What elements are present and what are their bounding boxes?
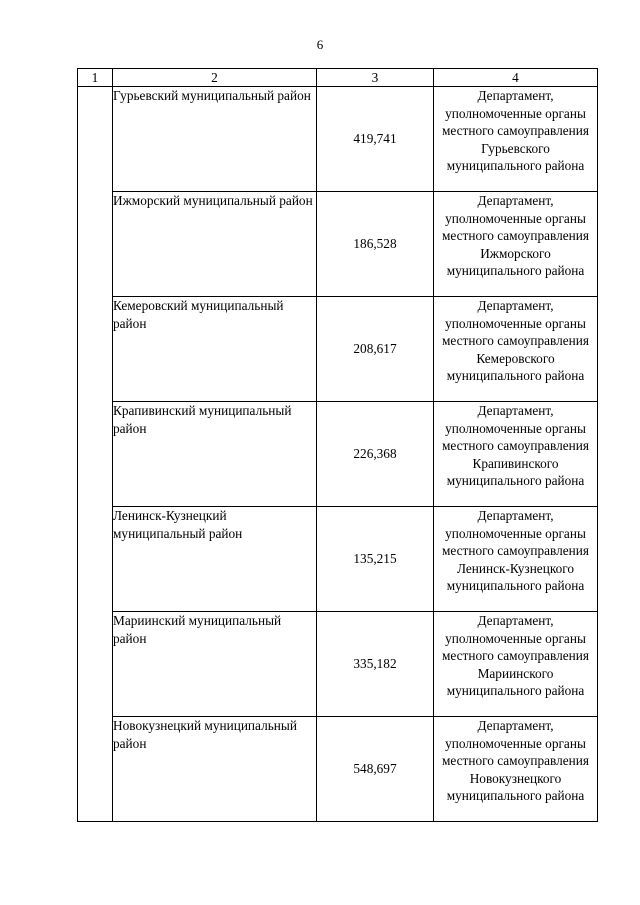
allocation-table xyxy=(77,68,598,822)
table-row xyxy=(78,402,598,507)
district-name: Кемеровский муниципальный район xyxy=(113,297,317,402)
amount-value: 186,528 xyxy=(317,192,434,297)
amount-value: 335,182 xyxy=(317,612,434,717)
executor-text: Департамент, уполномоченные органы местного самоуправления Крапивинского муниципального района xyxy=(434,402,598,507)
executor-text: Департамент, уполномоченные органы местного самоуправления Ленинск-Кузнецкого муниципального района xyxy=(434,507,598,612)
table-row xyxy=(78,87,598,192)
executor-text: Департамент, уполномоченные органы местного самоуправления Мариинского муниципального района xyxy=(434,612,598,717)
amount-value: 226,368 xyxy=(317,402,434,507)
district-name: Гурьевский муниципальный район xyxy=(113,87,317,192)
column-header-3: 3 xyxy=(317,69,434,87)
district-name: Крапивинский муниципальный район xyxy=(113,402,317,507)
amount-value: 135,215 xyxy=(317,507,434,612)
amount-value: 208,617 xyxy=(317,297,434,402)
column-header-2: 2 xyxy=(113,69,317,87)
amount-value: 419,741 xyxy=(317,87,434,192)
table-row xyxy=(78,612,598,717)
table-header-row xyxy=(78,69,598,87)
table-row xyxy=(78,192,598,297)
district-name: Новокузнецкий муниципальный район xyxy=(113,717,317,822)
table-row xyxy=(78,717,598,822)
column-header-1: 1 xyxy=(78,69,113,87)
executor-text: Департамент, уполномоченные органы местного самоуправления Кемеровского муниципального района xyxy=(434,297,598,402)
executor-text: Департамент, уполномоченные органы местного самоуправления Новокузнецкого муниципального района xyxy=(434,717,598,822)
table-row xyxy=(78,507,598,612)
table-row xyxy=(78,297,598,402)
executor-text: Департамент, уполномоченные органы местного самоуправления Гурьевского муниципального района xyxy=(434,87,598,192)
executor-text: Департамент, уполномоченные органы местного самоуправления Ижморского муниципального района xyxy=(434,192,598,297)
column-header-4: 4 xyxy=(434,69,598,87)
district-name: Ленинск-Кузнецкий муниципальный район xyxy=(113,507,317,612)
district-name: Мариинский муниципальный район xyxy=(113,612,317,717)
amount-value: 548,697 xyxy=(317,717,434,822)
district-name: Ижморский муниципальный район xyxy=(113,192,317,297)
page-number: 6 xyxy=(316,37,324,52)
row-number-cell xyxy=(78,87,113,822)
